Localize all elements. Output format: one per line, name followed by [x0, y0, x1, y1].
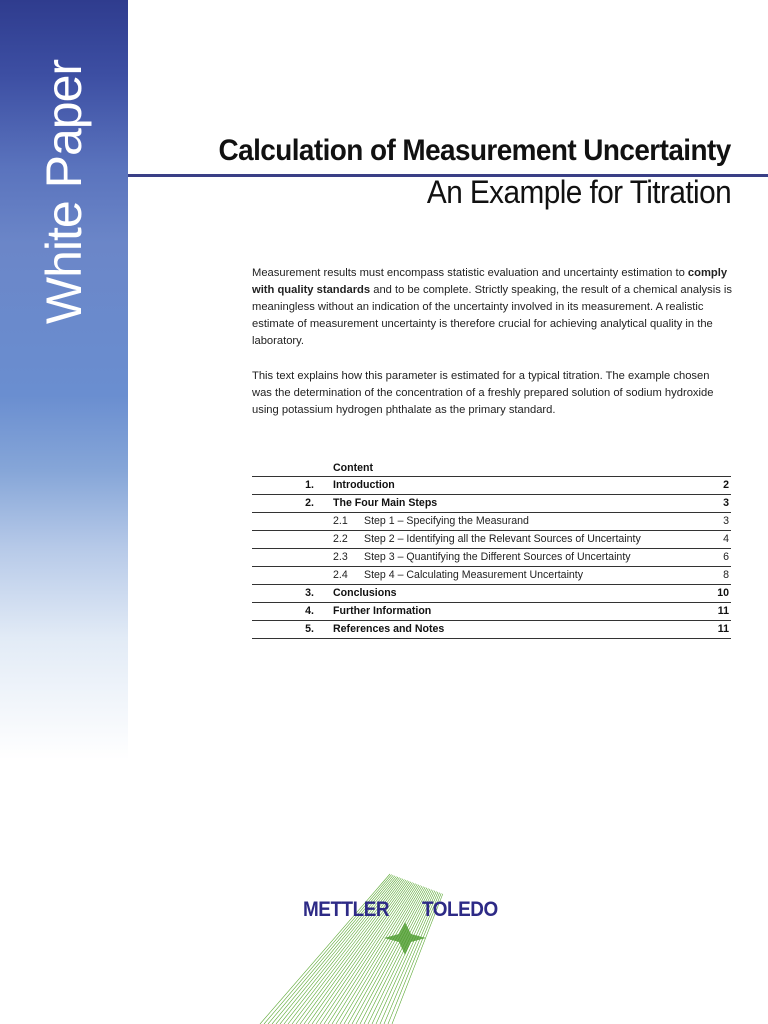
table-of-contents: [252, 460, 731, 639]
intro-paragraph-2: This text explains how this parameter is estimated for a typical titration. The example chosen was the determination of the concentration of a freshly prepared solution of sodium hydroxide using potassium hydrogen phthalate as the primary standard.: [252, 370, 714, 416]
logo-hatch-line: [260, 874, 390, 1024]
intro-paragraph-1: [252, 265, 732, 350]
sidebar-label: White Paper: [36, 59, 92, 325]
logo-text-left: METTLER: [303, 898, 390, 921]
document-title: Calculation of Measurement Uncertainty: [218, 134, 731, 167]
toc-row-further-information[interactable]: [252, 603, 731, 621]
toc-page-number: 11: [717, 623, 729, 635]
toc-page-number: 6: [723, 551, 729, 563]
toc-label: Step 1 – Specifying the Measurand: [364, 515, 529, 527]
toc-number: 2.: [305, 497, 314, 509]
toc-label: Step 3 – Quantifying the Different Sources of Uncertainty: [364, 551, 631, 563]
toc-page-number: 10: [717, 587, 729, 599]
logo-text-right: TOLEDO: [422, 898, 498, 921]
toc-page-number: 4: [723, 533, 729, 545]
document-subtitle: An Example for Titration: [426, 174, 731, 210]
toc-label: Further Information: [333, 605, 432, 617]
toc-page-number: 3: [723, 497, 729, 509]
toc-number: 2.3: [333, 551, 348, 563]
toc-row-step-4[interactable]: [252, 567, 731, 585]
toc-page-number: 8: [723, 569, 729, 581]
toc-row-conclusions[interactable]: [252, 585, 731, 603]
toc-row-introduction[interactable]: [252, 477, 731, 495]
toc-label: Step 4 – Calculating Measurement Uncertainty: [364, 569, 584, 581]
toc-label: Step 2 – Identifying all the Relevant Sources of Uncertainty: [364, 533, 641, 545]
toc-row-step-3[interactable]: [252, 549, 731, 567]
intro-text-continued: and to be complete. Strictly speaking, the result of a chemical analysis is meaningless without an indication of the uncertainty involved in its measurement. A realistic estimate of measurement uncertainty is therefore crucial for achieving analytical quality in the laboratory.: [252, 284, 733, 347]
toc-label: References and Notes: [333, 623, 445, 635]
intro-text: Measurement results must encompass statistic evaluation and uncertainty estimation to: [252, 267, 688, 279]
toc-heading: Content: [252, 460, 731, 477]
toc-page-number: 3: [723, 515, 729, 527]
toc-number: 2.4: [333, 569, 348, 581]
toc-number: 3.: [305, 587, 314, 599]
toc-number: 1.: [305, 479, 314, 491]
toc-row-step-2[interactable]: [252, 531, 731, 549]
sidebar-band: [0, 0, 128, 760]
toc-number: 5.: [305, 623, 314, 635]
intro-emphasis: comply with quality standards: [252, 267, 728, 296]
toc-row-four-main-steps[interactable]: [252, 495, 731, 513]
toc-page-number: 11: [717, 605, 729, 617]
toc-label: The Four Main Steps: [333, 497, 438, 509]
toc-label: Conclusions: [333, 587, 397, 599]
toc-page-number: 2: [723, 479, 729, 491]
logo-line-graphic: [240, 870, 530, 1024]
toc-number: 2.1: [333, 515, 348, 527]
logo-star-icon: [384, 922, 426, 955]
toc-row-references[interactable]: [252, 621, 731, 639]
toc-number: 4.: [305, 605, 314, 617]
toc-label: Introduction: [333, 479, 395, 491]
toc-number: 2.2: [333, 533, 348, 545]
toc-row-step-1[interactable]: [252, 513, 731, 531]
